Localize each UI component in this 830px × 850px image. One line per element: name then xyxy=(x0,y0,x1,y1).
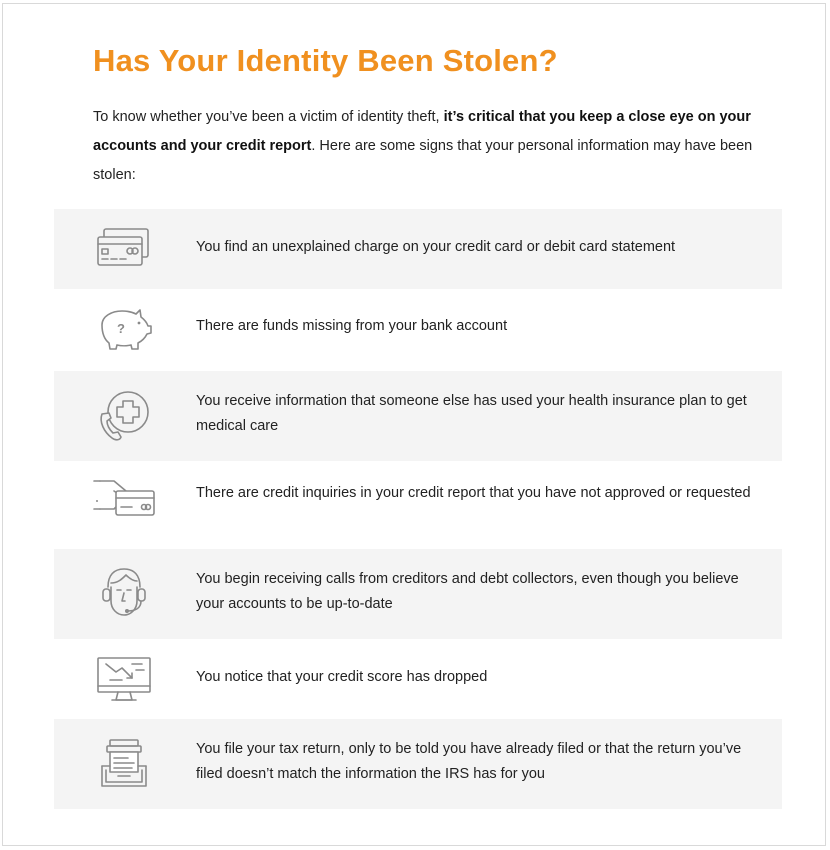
sign-row-tax-return xyxy=(54,719,782,809)
credit-card-icon xyxy=(92,221,156,277)
intro-paragraph xyxy=(93,103,753,190)
sign-row-health-insurance xyxy=(54,371,782,461)
sign-row-score-dropped xyxy=(54,639,782,719)
file-tray-icon xyxy=(92,736,156,792)
content-frame xyxy=(2,3,826,846)
sign-text: There are funds missing from your bank account xyxy=(196,318,508,334)
declining-chart-monitor-icon xyxy=(92,652,156,708)
sign-row-unexplained-charge xyxy=(54,209,782,289)
sign-text: You begin receiving calls from creditors and debt collectors, even though you believe your accounts to be up-to-date xyxy=(196,571,739,612)
intro-text-start: To know whether you’ve been a victim of identity theft, xyxy=(93,109,444,125)
sign-row-missing-funds xyxy=(54,289,782,371)
sign-text: You file your tax return, only to be told you have already filed or that the return you’ve filed doesn’t match the information the IRS has for you xyxy=(196,741,742,782)
sign-text: There are credit inquiries in your credit report that you have not approved or requested xyxy=(196,485,751,501)
intro-text-end: . Here are some signs that your personal information may have been stolen: xyxy=(93,138,753,183)
page-title: Has Your Identity Been Stolen? xyxy=(93,43,558,78)
medical-phone-icon xyxy=(92,388,156,444)
intro-text-bold: it’s critical that you keep a close eye on your accounts and your credit report xyxy=(93,109,751,154)
sign-text: You notice that your credit score has dropped xyxy=(196,669,488,685)
signs-list xyxy=(54,209,782,809)
svg-text:?: ? xyxy=(117,321,125,336)
sign-text: You find an unexplained charge on your credit card or debit card statement xyxy=(196,239,676,255)
sign-row-credit-inquiries xyxy=(54,461,782,549)
piggy-bank-icon xyxy=(92,301,156,357)
sign-text: You receive information that someone else has used your health insurance plan to get medical care xyxy=(196,393,747,434)
caller-headset-icon xyxy=(92,565,156,621)
hand-card-icon xyxy=(92,471,156,527)
sign-row-collector-calls xyxy=(54,549,782,639)
